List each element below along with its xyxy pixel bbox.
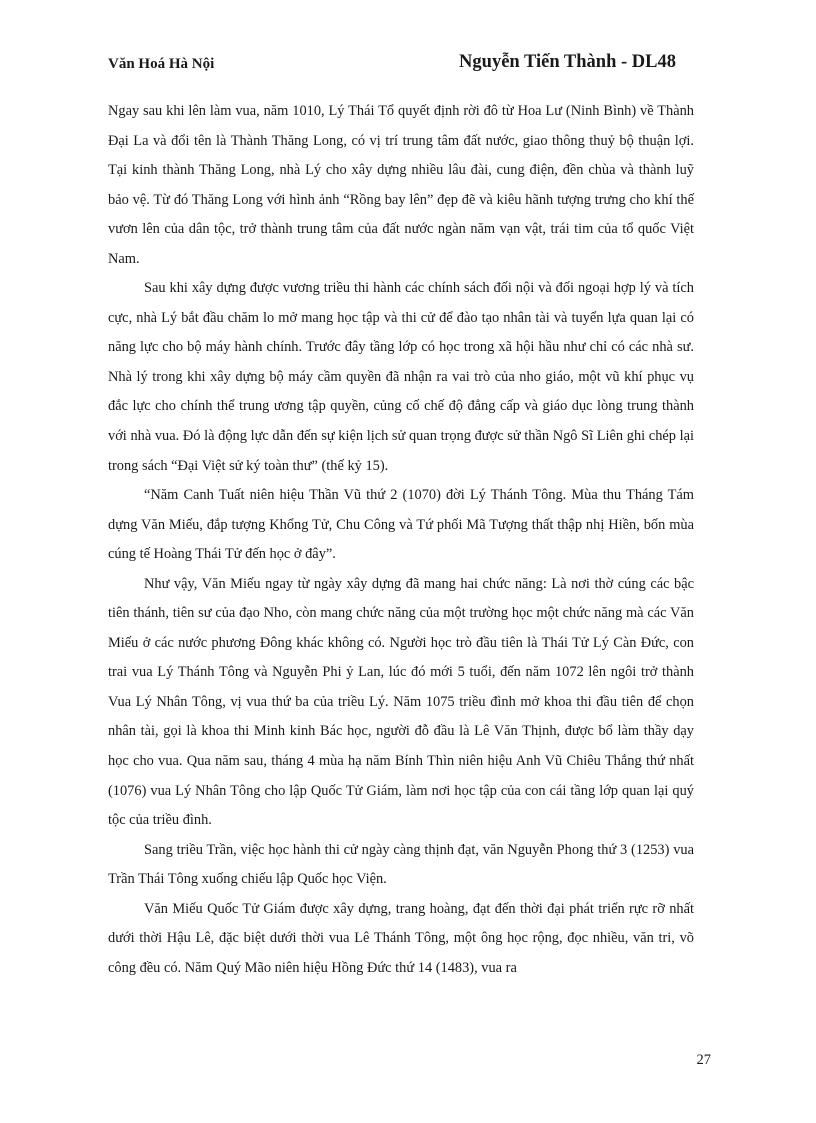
body-text: [108, 97, 694, 983]
page-header: [108, 52, 708, 82]
header-document-title: Văn Hoá Hà Nội: [108, 56, 215, 72]
paragraph: Văn Miếu Quốc Tử Giám được xây dựng, trang hoàng, đạt đến thời đại phát triển rực rỡ nhất dưới thời Hậu Lê, đặc biệt dưới thời vua Lê Thánh Tông, một ông học rộng, đọc nhiều, văn tri, võ công đều có. Năm Quý Mão niên hiệu Hồng Đức thứ 14 (1483), vua ra: [108, 900, 694, 976]
paragraph: “Năm Canh Tuất niên hiệu Thần Vũ thứ 2 (1070) đời Lý Thánh Tông. Mùa thu Tháng Tám dựng Văn Miếu, đắp tượng Khổng Tử, Chu Công và Tứ phối Mã Tượng thất thập nhị Hiền, bốn mùa cúng tế Hoàng Thái Tử đến học ở đây”.: [108, 487, 694, 563]
header-author: Nguyễn Tiến Thành - DL48: [459, 52, 676, 72]
paragraph: Như vậy, Văn Miếu ngay từ ngày xây dựng đã mang hai chức năng: Là nơi thờ cúng các bậc tiên thánh, tiên sư của đạo Nho, còn mang chức năng của một trường học một chức năng mà các Văn Miếu ở các nước phương Đông khác không có. Người học trò đầu tiên là Thái Tử Lý Càn Đức, con trai vua Lý Thánh Tông và Nguyễn Phi ỷ Lan, lúc đó mới 5 tuổi, đến năm 1072 lên ngôi trở thành Vua Lý Nhân Tông, vị vua thứ ba của triều Lý. Năm 1075 triều đình mở khoa thi đầu tiên để chọn nhân tài, gọi là khoa thi Minh kinh Bác học, người đỗ đầu là Lê Văn Thịnh, được bổ làm thầy dạy học cho vua. Qua năm sau, tháng 4 mùa hạ năm Bính Thìn niên hiệu Anh Vũ Chiêu Thắng thứ nhất (1076) vua Lý Nhân Tông cho lập Quốc Tử Giám, làm nơi học tập của con cái tầng lớp quan lại quý tộc của triều đình.: [108, 575, 694, 829]
paragraph: Sau khi xây dựng được vương triều thi hành các chính sách đối nội và đối ngoại hợp lý và tích cực, nhà Lý bắt đầu chăm lo mở mang học tập và thi cử để đào tạo nhân tài và tuyển lựa quan lại có năng lực cho bộ máy hành chính. Trước đây tầng lớp có học trong xã hội hầu như chỉ có các nhà sư. Nhà lý trong khi xây dựng bộ máy cầm quyền đã nhận ra vai trò của nho giáo, một vũ khí phục vụ đắc lực cho chính thể trung ương tập quyền, củng cố chế độ đẳng cấp và giáo dục lòng trung thành với nhà vua. Đó là động lực dẫn đến sự kiện lịch sử quan trọng được sử thần Ngô Sĩ Liên ghi chép lại trong sách “Đại Việt sử ký toàn thư” (thế kỷ 15).: [108, 280, 694, 474]
paragraph: Sang triều Trần, việc học hành thi cử ngày càng thịnh đạt, văn Nguyễn Phong thứ 3 (1253) vua Trần Thái Tông xuống chiếu lập Quốc học Viện.: [108, 841, 694, 888]
page-number: 27: [696, 1052, 711, 1068]
paragraph: Ngay sau khi lên làm vua, năm 1010, Lý Thái Tổ quyết định rời đô từ Hoa Lư (Ninh Bình) về Thành Đại La và đổi tên là Thành Thăng Long, có vị trí trung tâm đất nước, giao thông thuỷ bộ thuận lợi. Tại kinh thành Thăng Long, nhà Lý cho xây dựng nhiều lâu đài, cung điện, đền chùa và thành luỹ bảo vệ. Từ đó Thăng Long với hình ảnh “Rồng bay lên” đẹp đẽ và kiêu hãnh tượng trưng cho khí thế vươn lên của dân tộc, trở thành trung tâm của đất nước ngàn năm vạn vật, trái tim của tổ quốc Việt Nam.: [108, 103, 694, 267]
